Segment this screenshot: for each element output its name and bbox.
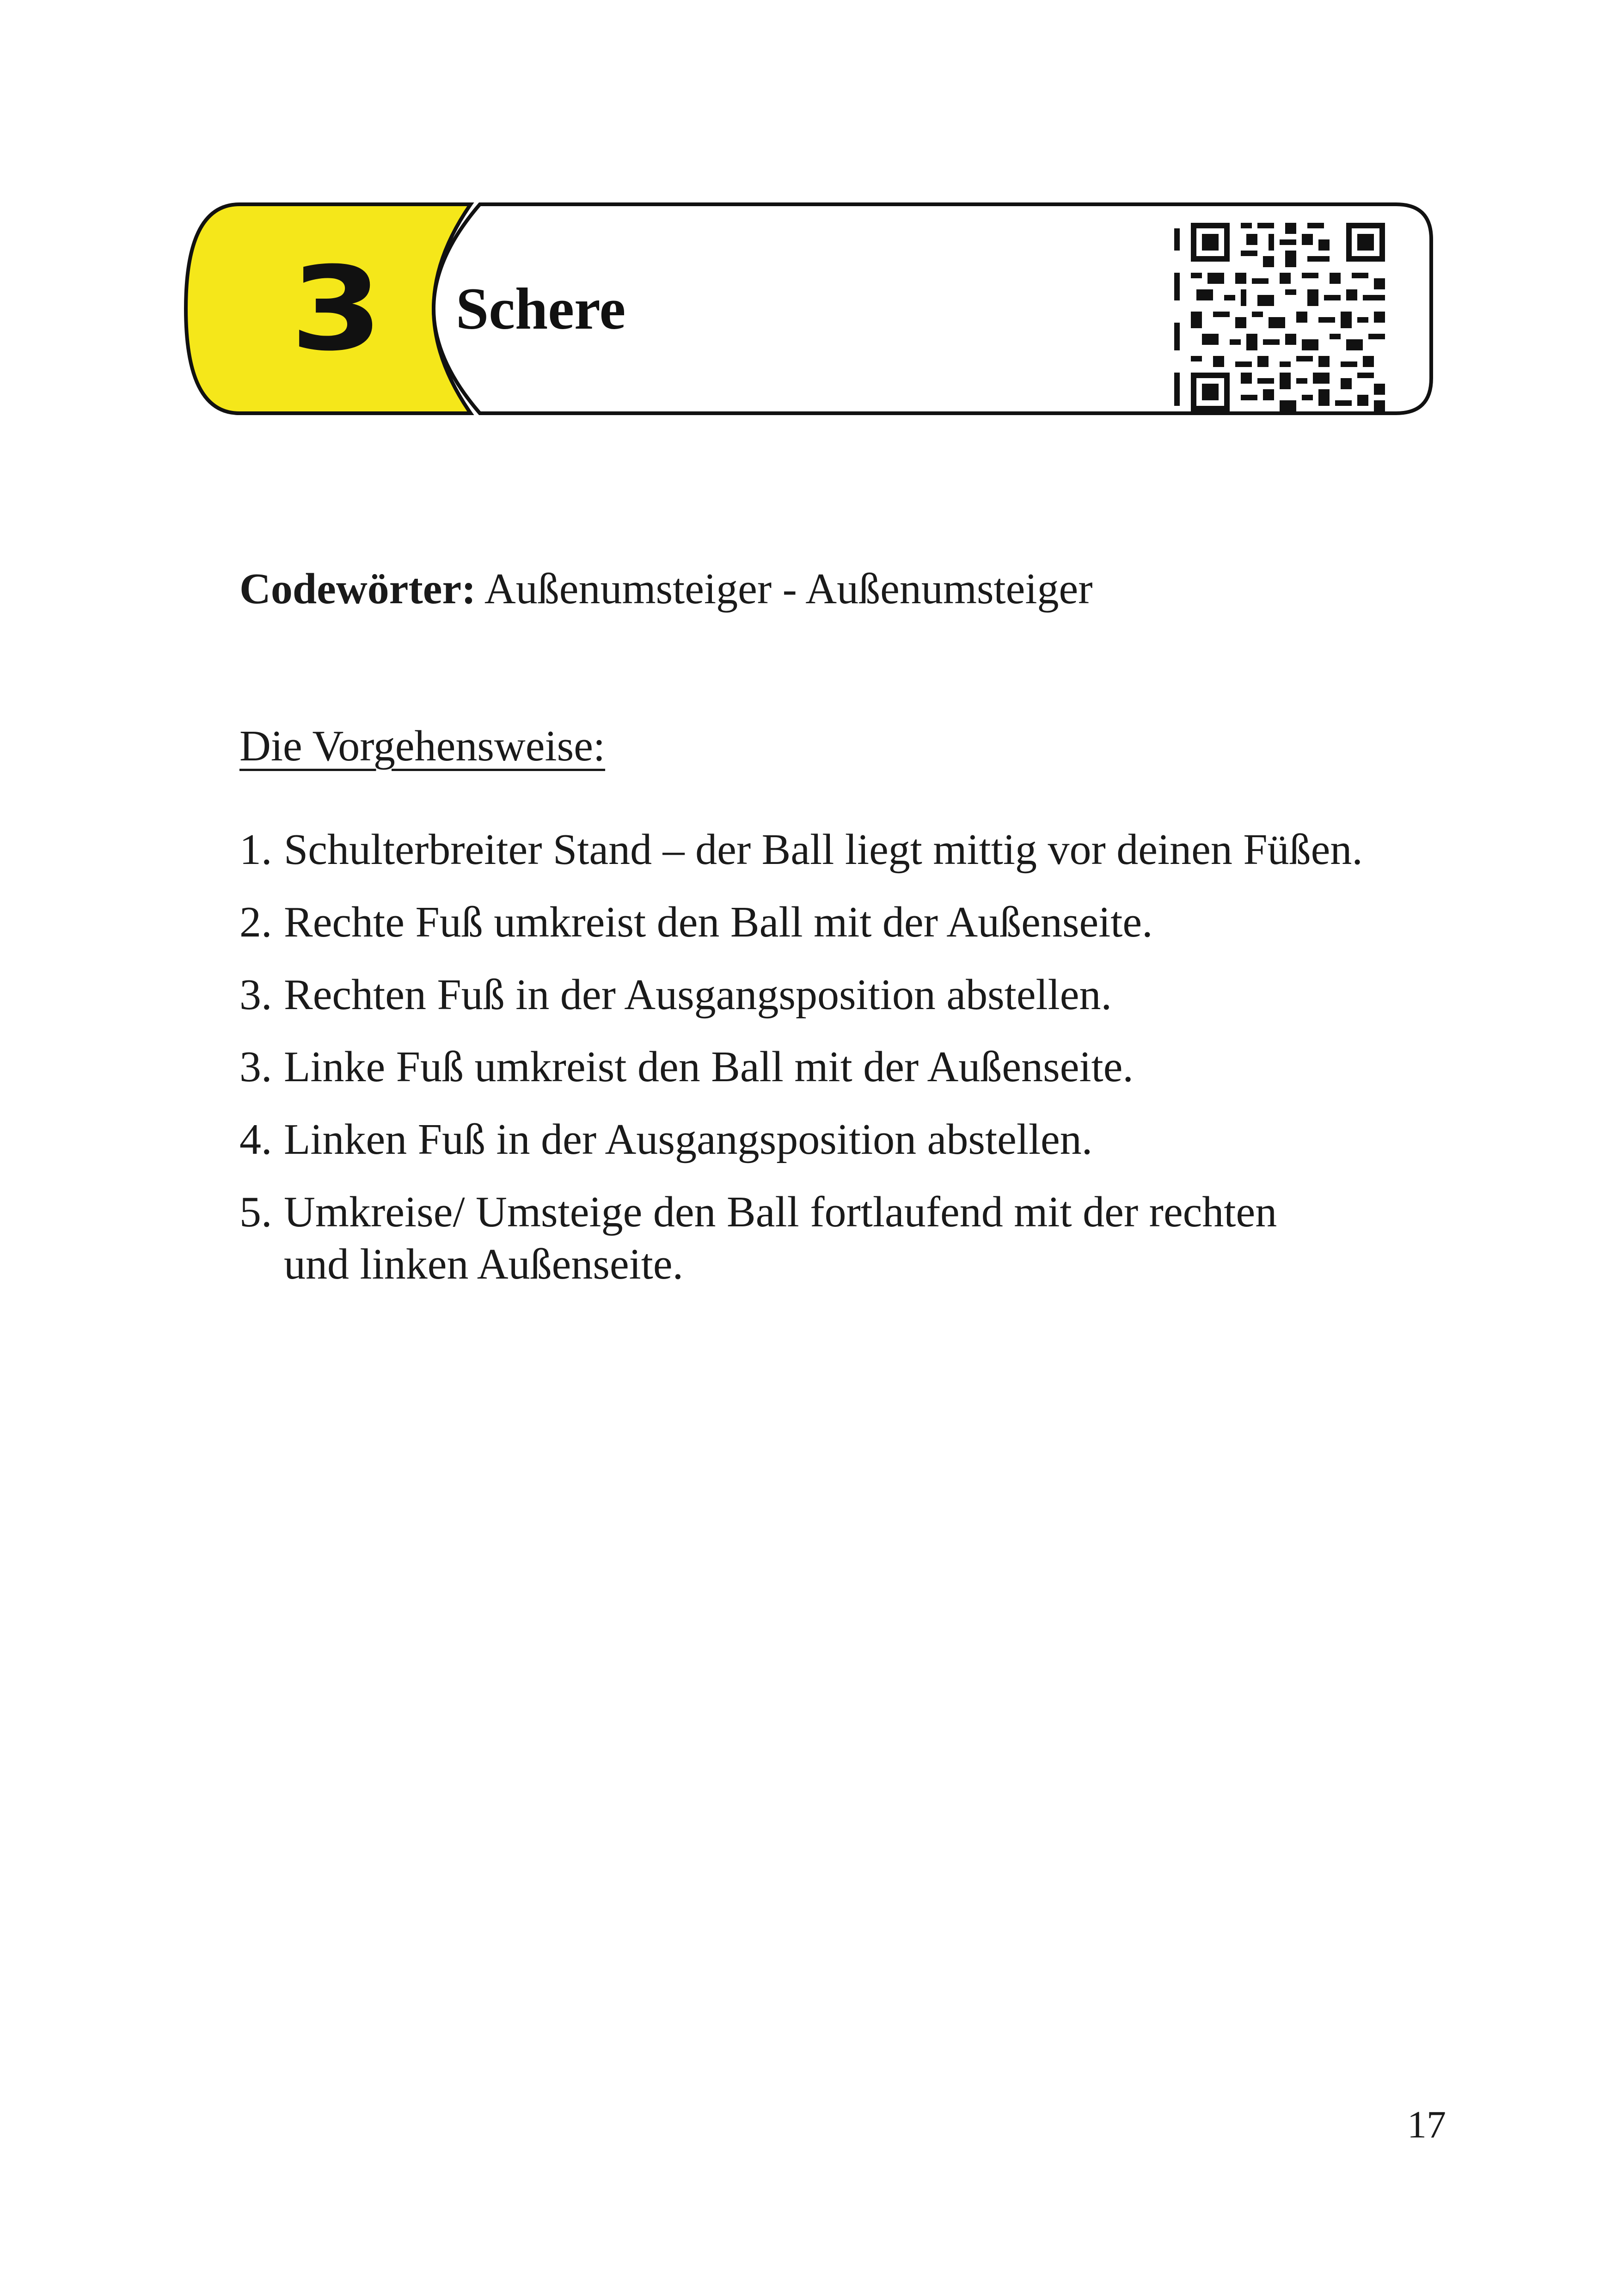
step-number: 3. xyxy=(239,970,272,1019)
step-item xyxy=(239,1114,1363,1166)
step-number: 3. xyxy=(239,1043,272,1091)
qr-code-icon xyxy=(1174,223,1402,417)
step-text: Rechten Fuß in der Ausgangsposition abstellen. xyxy=(284,970,1112,1019)
step-item xyxy=(239,896,1363,949)
step-number: 4. xyxy=(239,1115,272,1164)
chapter-title: Schere xyxy=(456,276,626,342)
step-text: Linke Fuß umkreist den Ball mit der Außenseite. xyxy=(284,1043,1134,1091)
step-item xyxy=(239,969,1363,1021)
step-number: 2. xyxy=(239,898,272,946)
step-item xyxy=(239,1186,1363,1291)
step-number: 5. xyxy=(239,1188,272,1236)
step-text: Schulterbreiter Stand – der Ball liegt mittig vor deinen Füßen. xyxy=(284,826,1363,874)
chapter-banner xyxy=(184,202,1433,415)
codewords-value: Außenumsteiger - Außenumsteiger xyxy=(476,565,1093,613)
step-text: Rechte Fuß umkreist den Ball mit der Außenseite. xyxy=(284,898,1153,946)
procedure-heading: Die Vorgehensweise: xyxy=(239,722,606,770)
step-text: Umkreise/ Umsteige den Ball fortlaufend mit der rechten xyxy=(284,1188,1277,1236)
chapter-number: 3 xyxy=(290,241,383,376)
step-text-continuation: und linken Außenseite. xyxy=(284,1240,684,1288)
procedure-steps xyxy=(239,824,1363,1291)
page-number: 17 xyxy=(1407,2103,1446,2146)
step-text: Linken Fuß in der Ausgangsposition abstellen. xyxy=(284,1115,1093,1164)
codewords-label: Codewörter: xyxy=(239,565,476,613)
codewords-line xyxy=(239,563,1093,615)
step-number: 1. xyxy=(239,826,272,874)
step-item xyxy=(239,824,1363,876)
step-item xyxy=(239,1041,1363,1093)
